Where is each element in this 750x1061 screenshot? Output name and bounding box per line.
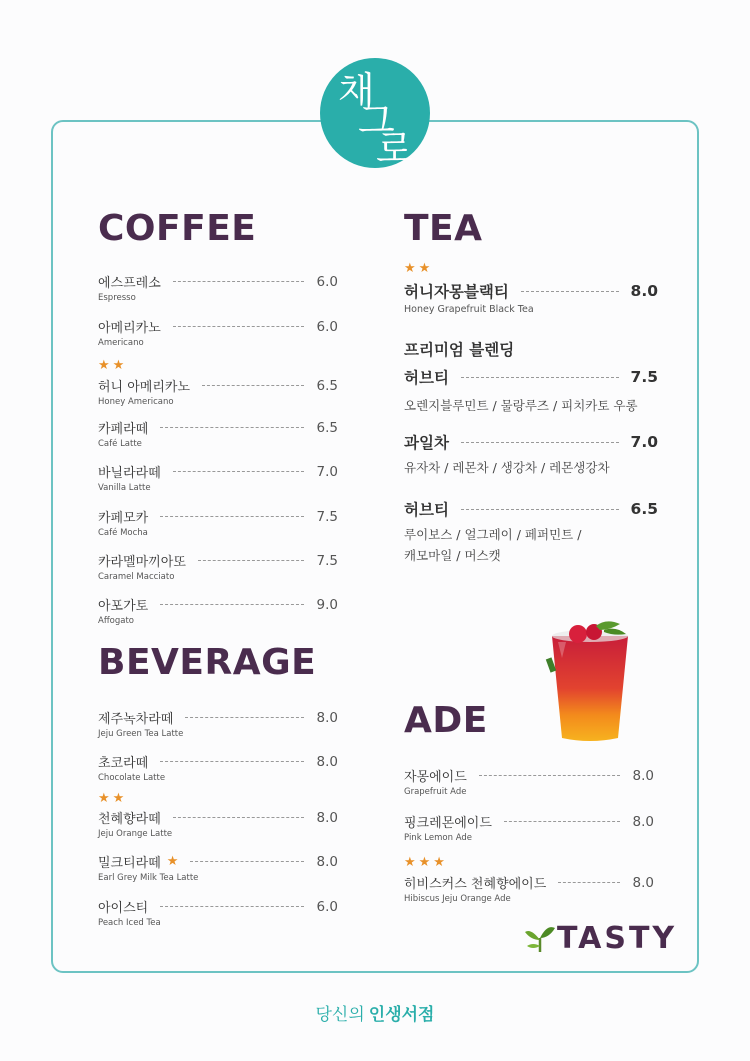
item-name: 허니자몽블랙티 xyxy=(404,283,509,301)
item-name: 히비스커스 천혜향에이드 xyxy=(404,877,547,892)
item-name: 카라멜마끼아또 xyxy=(98,555,186,570)
leader-dots xyxy=(173,471,304,472)
leader-dots xyxy=(461,442,619,443)
logo-char-3: 로 xyxy=(376,127,413,171)
leader-dots xyxy=(558,882,620,883)
tea-title: TEA xyxy=(404,208,483,249)
item-english: Hibiscus Jeju Orange Ade xyxy=(404,894,511,904)
item-price: 7.5 xyxy=(316,552,338,569)
item-price: 7.5 xyxy=(316,508,338,525)
item-price: 8.0 xyxy=(316,709,338,726)
item-english: Peach Iced Tea xyxy=(98,918,161,928)
menu-item-caramel-macchiato xyxy=(98,551,338,582)
item-price: 6.0 xyxy=(316,318,338,335)
menu-item-green-tea-latte xyxy=(98,708,338,739)
menu-item-herb-tea xyxy=(404,498,658,566)
tasty-wordmark: TASTY xyxy=(557,921,678,956)
item-english: Jeju Green Tea Latte xyxy=(98,729,184,739)
item-options: 오렌지블루민트 / 물랑루즈 / 피치카토 우롱 xyxy=(404,398,638,413)
item-price: 8.0 xyxy=(316,753,338,770)
star-badge: ★★ xyxy=(404,261,434,276)
item-english: Café Mocha xyxy=(98,528,148,538)
item-english: Chocolate Latte xyxy=(98,773,166,783)
item-price: 8.0 xyxy=(316,853,338,870)
item-name: 바닐라라떼 xyxy=(98,466,161,481)
leader-dots xyxy=(160,604,304,605)
item-english: Caramel Macciato xyxy=(98,572,175,582)
menu-item-chocolate-latte xyxy=(98,752,338,783)
tagline-part2: 인생서점 xyxy=(368,1005,435,1025)
item-name: 아포가토 xyxy=(98,599,149,614)
item-price: 8.0 xyxy=(316,809,338,826)
star-badge: ★ xyxy=(166,854,179,869)
item-english: Espresso xyxy=(98,293,136,303)
menu-item-hibiscus-ade xyxy=(404,873,654,904)
leader-dots xyxy=(160,516,304,517)
menu-item-pink-lemon-ade xyxy=(404,812,654,843)
leader-dots xyxy=(479,775,620,776)
leader-dots xyxy=(173,326,304,327)
item-name: 과일차 xyxy=(404,434,449,452)
leader-dots xyxy=(461,377,619,378)
item-name: 밀크티라떼 xyxy=(98,856,161,871)
menu-item-premium-herb-tea xyxy=(404,338,658,417)
leaf-icon xyxy=(523,924,557,954)
item-name: 아메리카노 xyxy=(98,321,161,336)
tasty-logo xyxy=(523,921,677,956)
item-english: Pink Lemon Ade xyxy=(404,833,472,843)
coffee-title: COFFEE xyxy=(98,208,257,249)
item-price: 6.5 xyxy=(630,500,658,518)
menu-item-affogato xyxy=(98,595,338,626)
ade-drink-image xyxy=(544,618,636,742)
item-english: Vanilla Latte xyxy=(98,483,151,493)
leader-dots xyxy=(202,385,304,386)
item-name: 천혜향라떼 xyxy=(98,812,161,827)
item-english: Grapefruit Ade xyxy=(404,787,467,797)
logo-char-1: 채 xyxy=(338,69,375,113)
item-name-line1: 프리미엄 블렌딩 xyxy=(404,341,515,359)
leader-dots xyxy=(190,861,304,862)
leader-dots xyxy=(521,291,619,292)
menu-item-vanilla-latte xyxy=(98,462,338,493)
item-options: 유자차 / 레몬차 / 생강차 / 레몬생강차 xyxy=(404,460,610,475)
item-name: 허브티 xyxy=(404,501,449,519)
leader-dots xyxy=(504,821,620,822)
item-price: 6.0 xyxy=(316,273,338,290)
star-badge: ★★★ xyxy=(404,855,448,870)
item-english: Americano xyxy=(98,338,144,348)
item-price: 7.0 xyxy=(630,433,658,451)
item-name: 허브티 xyxy=(404,369,449,387)
leader-dots xyxy=(160,906,304,907)
leader-dots xyxy=(461,509,619,510)
ade-title: ADE xyxy=(404,700,488,741)
item-price: 6.5 xyxy=(316,377,338,394)
item-price: 6.0 xyxy=(316,898,338,915)
item-name: 제주녹차라떼 xyxy=(98,712,174,727)
item-name: 카페라떼 xyxy=(98,422,149,437)
menu-item-americano xyxy=(98,317,338,348)
menu-item-fruit-tea xyxy=(404,431,658,479)
item-name: 허니 아메리카노 xyxy=(98,380,191,395)
menu-item-cafe-mocha xyxy=(98,507,338,538)
item-price: 8.0 xyxy=(632,874,654,891)
item-price: 7.0 xyxy=(316,463,338,480)
item-options-line1: 루이보스 / 얼그레이 / 페퍼민트 / xyxy=(404,527,582,542)
leader-dots xyxy=(160,427,304,428)
menu-item-jeju-orange-latte xyxy=(98,808,338,839)
item-name: 핑크레몬에이드 xyxy=(404,816,492,831)
beverage-title: BEVERAGE xyxy=(98,642,317,683)
item-price: 6.5 xyxy=(316,419,338,436)
leader-dots xyxy=(173,817,304,818)
menu-item-grapefruit-ade xyxy=(404,766,654,797)
item-english: Café Latte xyxy=(98,439,142,449)
menu-item-honey-americano xyxy=(98,376,338,407)
footer-tagline xyxy=(0,1000,750,1025)
item-name: 에스프레소 xyxy=(98,276,161,291)
leader-dots xyxy=(198,560,304,561)
item-name: 초코라떼 xyxy=(98,756,149,771)
menu-item-espresso xyxy=(98,272,338,303)
logo-char-2: 그 xyxy=(358,99,395,143)
item-price: 8.0 xyxy=(632,813,654,830)
leader-dots xyxy=(173,281,304,282)
item-english: Honey Americano xyxy=(98,397,174,407)
leader-dots xyxy=(160,761,304,762)
star-badge: ★★ xyxy=(98,791,128,806)
menu-item-cafe-latte xyxy=(98,418,338,449)
menu-item-milk-tea-latte xyxy=(98,852,338,883)
item-name: 카페모카 xyxy=(98,511,149,526)
item-name: 아이스티 xyxy=(98,901,149,916)
item-english: Affogato xyxy=(98,616,135,626)
item-english: Earl Grey Milk Tea Latte xyxy=(98,873,199,883)
item-price: 7.5 xyxy=(630,368,658,386)
item-options-line2: 캐모마일 / 머스캣 xyxy=(404,547,501,563)
leader-dots xyxy=(185,717,304,718)
menu-item-honey-grapefruit-black-tea xyxy=(404,280,658,315)
menu-item-peach-iced-tea xyxy=(98,897,338,928)
item-price: 9.0 xyxy=(316,596,338,613)
tagline-part1: 당신의 xyxy=(315,1005,365,1025)
item-english: Honey Grapefruit Black Tea xyxy=(404,304,534,315)
star-badge: ★★ xyxy=(98,358,128,373)
brand-logo xyxy=(320,58,430,171)
item-name: 자몽에이드 xyxy=(404,770,467,785)
item-price: 8.0 xyxy=(632,767,654,784)
item-price: 8.0 xyxy=(630,282,658,300)
item-english: Jeju Orange Latte xyxy=(98,829,173,839)
